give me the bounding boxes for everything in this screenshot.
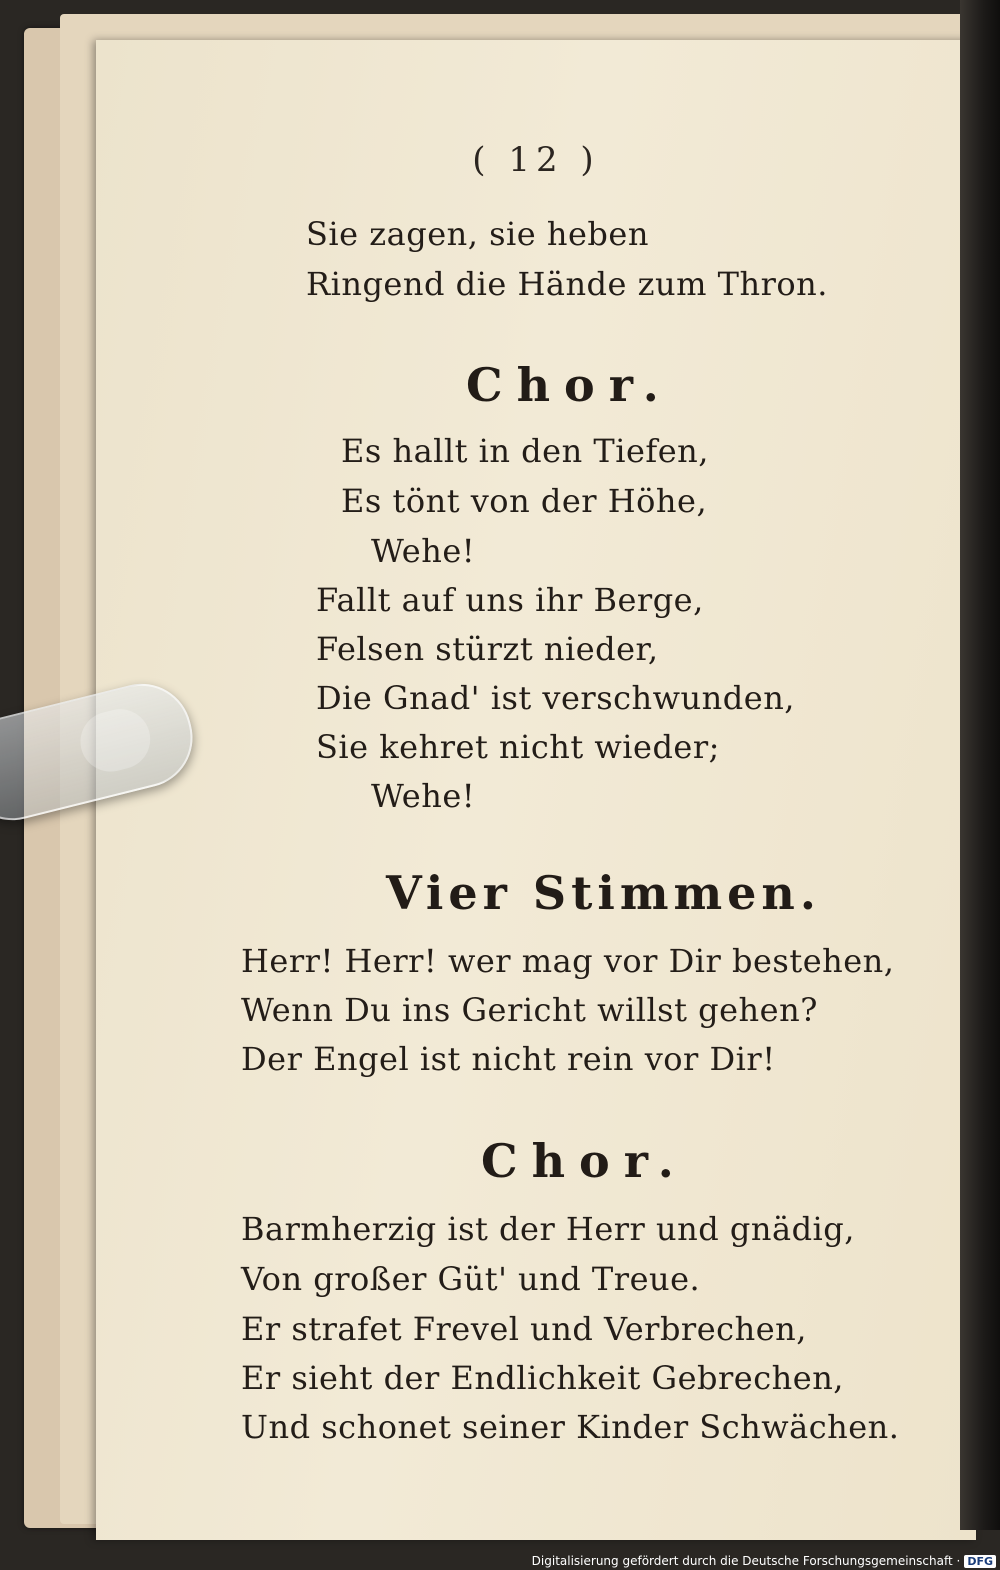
section-heading-chor-2: Chor. [481,1134,688,1188]
digitization-credit [532,1554,996,1568]
verse-line: Die Gnad' ist verschwunden, [316,679,795,717]
verse-line: Sie kehret nicht wieder; [316,728,720,766]
section-heading-chor-1: Chor. [466,358,673,412]
page-number: ( 12 ) [472,140,600,180]
verse-line: Felsen stürzt nieder, [316,630,659,668]
verse-line: Wenn Du ins Gericht willst gehen? [241,991,818,1029]
book-page [96,40,976,1540]
verse-line: Ringend die Hände zum Thron. [306,265,828,303]
verse-line: Es tönt von der Höhe, [341,482,708,520]
verse-line: Er sieht der Endlichkeit Gebrechen, [241,1359,844,1397]
verse-line: Der Engel ist nicht rein vor Dir! [241,1040,776,1078]
verse-line: Es hallt in den Tiefen, [341,432,709,470]
verse-line: Herr! Herr! wer mag vor Dir bestehen, [241,942,895,980]
verse-line: Sie zagen, sie heben [306,215,649,253]
verse-line: Wehe! [371,777,476,815]
verse-line: Wehe! [371,532,476,570]
book-spine-shadow [960,0,1000,1530]
section-heading-vier-stimmen: Vier Stimmen. [386,866,821,920]
dfg-logo: DFG [964,1555,996,1568]
verse-line: Er strafet Frevel und Verbrechen, [241,1310,807,1348]
credit-text: Digitalisierung gefördert durch die Deutsche Forschungsgemeinschaft · [531,1554,961,1568]
clip-highlight [74,703,156,778]
verse-line: Fallt auf uns ihr Berge, [316,581,704,619]
verse-line: Und schonet seiner Kinder Schwächen. [241,1408,900,1446]
verse-line: Barmherzig ist der Herr und gnädig, [241,1210,855,1248]
verse-line: Von großer Güt' und Treue. [241,1260,701,1298]
